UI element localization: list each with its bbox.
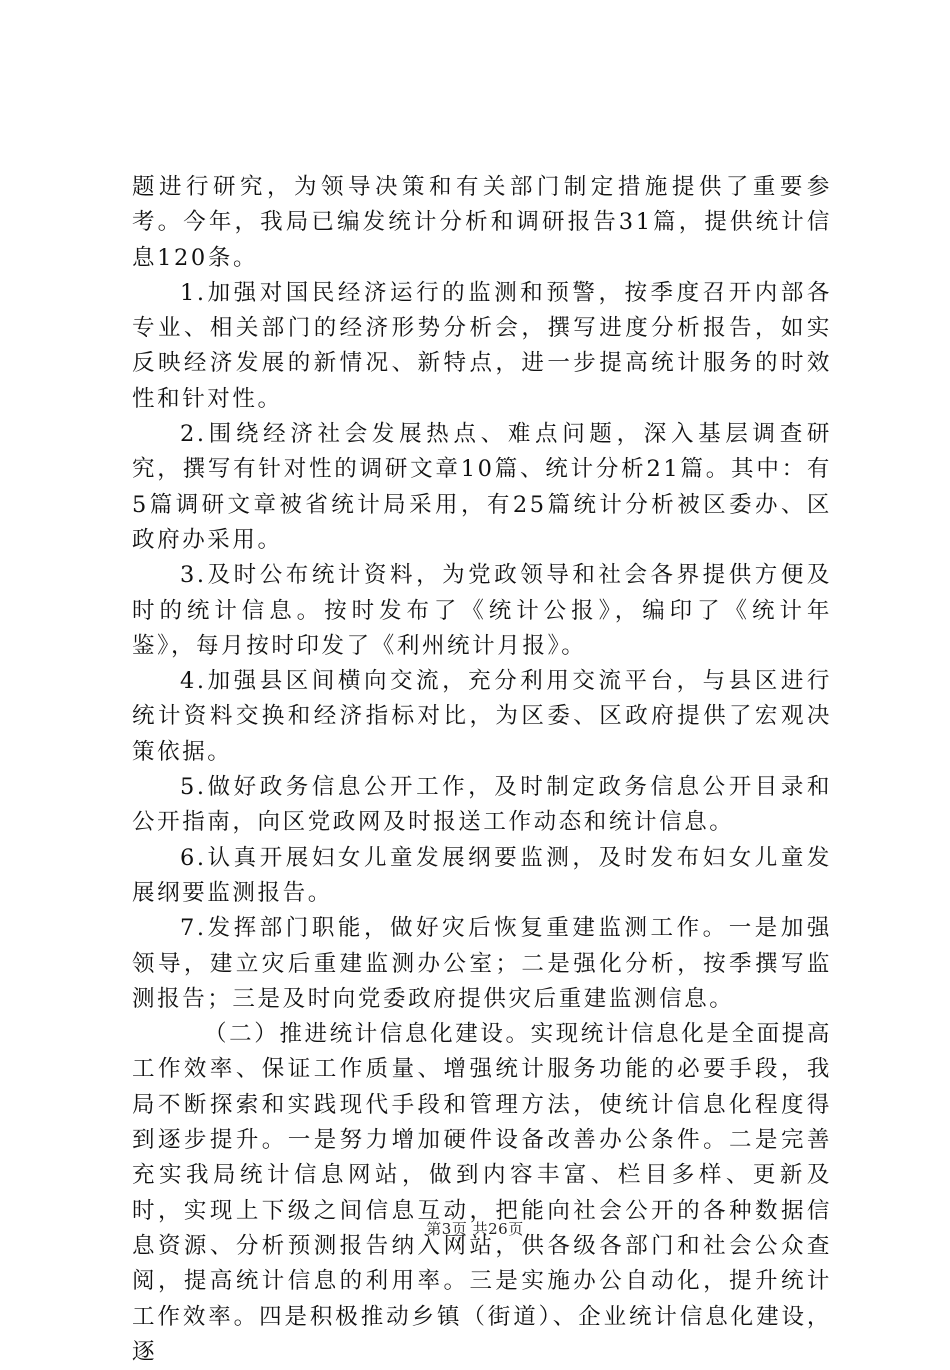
paragraph-item-4: 4.加强县区间横向交流，充分利用交流平台，与县区进行统计资料交换和经济指标对比，为区委、区政府提供了宏观决策依据。 (132, 668, 832, 765)
paragraph-continuation: 题进行研究，为领导决策和有关部门制定措施提供了重要参考。今年，我局已编发统计分析和调研报告31篇，提供统计信息120条。 (132, 174, 832, 271)
paragraph-item-1: 1.加强对国民经济运行的监测和预警，按季度召开内部各专业、相关部门的经济形势分析会，撰写进度分析报告，如实反映经济发展的新情况、新特点，进一步提高统计服务的时效性和针对性。 (132, 279, 832, 412)
paragraph-section-2: （二）推进统计信息化建设。实现统计信息化是全面提高工作效率、保证工作质量、增强统计服务功能的必要手段，我局不断探索和实践现代手段和管理方法，使统计信息化程度得到逐步提升。一是努力增加硬件设备改善办公条件。二是完善充实我局统计信息网站，做到内容丰富、栏目多样、更新及时，实现上下级之间信息互动，把能向社会公开的各种数据信息资源、分析预测报告纳入网站，供各级各部门和社会公众查阅，提高统计信息的利用率。三是实施办公自动化，提升统计工作效率。四是积极推动乡镇（街道）、企业统计信息化建设，逐 (132, 1021, 832, 1365)
paragraph-item-3: 3.及时公布统计资料，为党政领导和社会各界提供方便及时的统计信息。按时发布了《统计公报》，编印了《统计年鉴》，每月按时印发了《利州统计月报》。 (132, 562, 832, 659)
paragraph-item-7: 7.发挥部门职能，做好灾后恢复重建监测工作。一是加强领导，建立灾后重建监测办公室；二是强化分析，按季撰写监测报告；三是及时向党委政府提供灾后重建监测信息。 (132, 915, 832, 1012)
paragraph-item-6: 6.认真开展妇女儿童发展纲要监测，及时发布妇女儿童发展纲要监测报告。 (132, 844, 832, 906)
paragraph-item-2: 2.围绕经济社会发展热点、难点问题，深入基层调查研究，撰写有针对性的调研文章10篇、统计分析21篇。其中：有5篇调研文章被省统计局采用，有25篇统计分析被区委办、区政府办采用。 (132, 421, 832, 553)
paragraph-item-5: 5.做好政务信息公开工作，及时制定政务信息公开目录和公开指南，向区党政网及时报送工作动态和统计信息。 (132, 774, 832, 836)
page-number-label: 第3页 共26页 (426, 1220, 524, 1238)
document-body (132, 170, 832, 1370)
page-footer (0, 1218, 950, 1239)
